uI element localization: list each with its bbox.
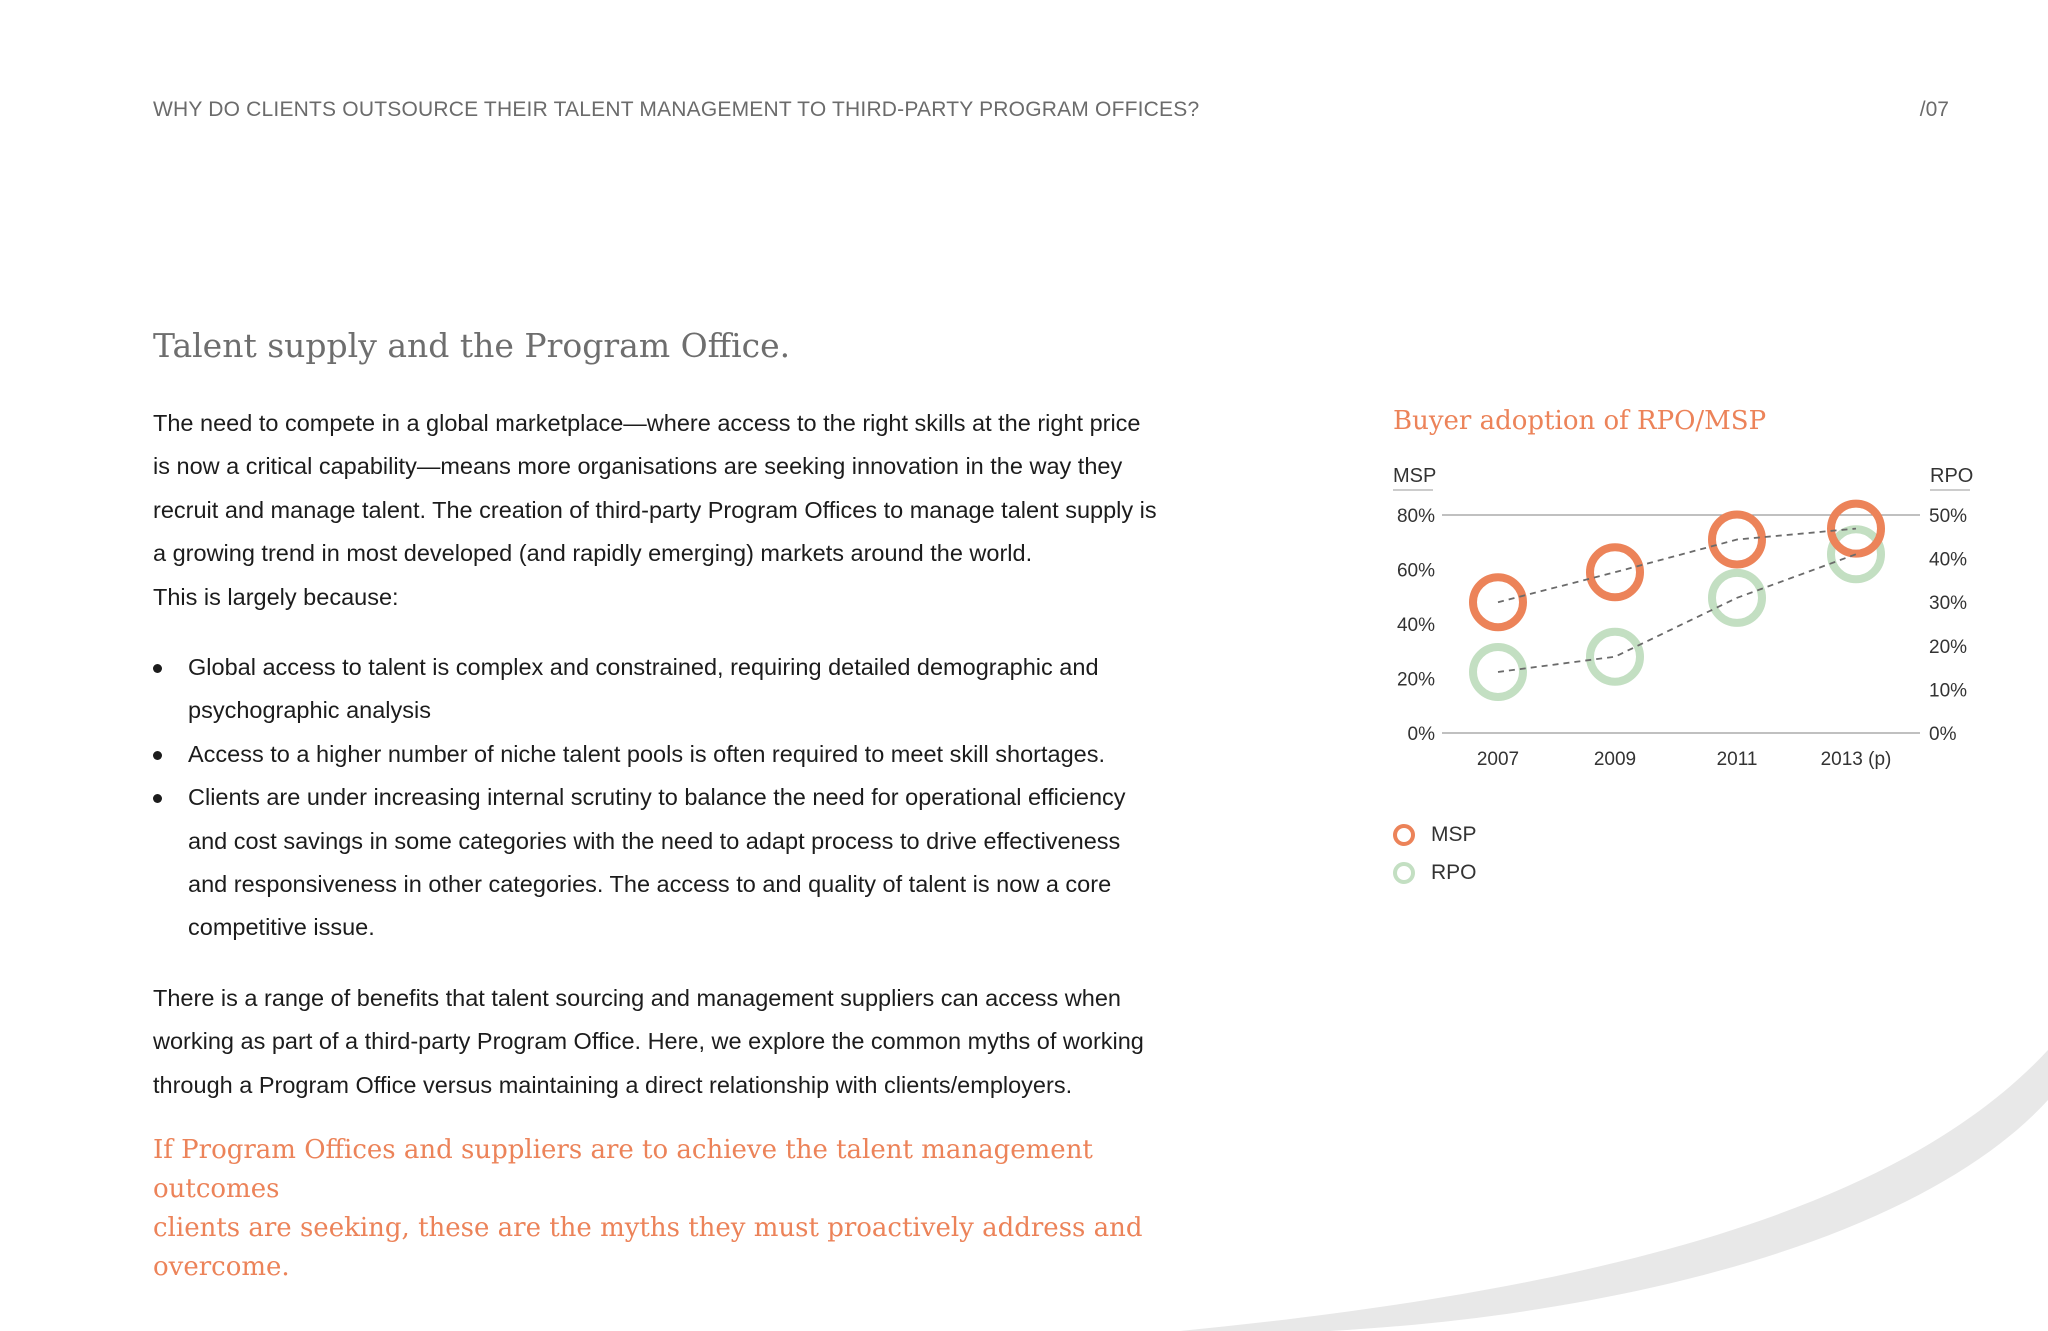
- running-header: WHY DO CLIENTS OUTSOURCE THEIR TALENT MANAGEMENT TO THIRD-PARTY PROGRAM OFFICES?: [153, 98, 1200, 121]
- x-tick-label: 2009: [1593, 749, 1637, 770]
- x-tick-label: 2011: [1716, 749, 1758, 770]
- legend-item-rpo: [1393, 854, 1477, 892]
- left-tick-label: 0%: [1407, 724, 1435, 745]
- legend-label: MSP: [1431, 823, 1477, 846]
- reasons-list: [153, 646, 1173, 950]
- text-line: Global access to talent is complex and constrained, requiring detailed demographic and: [188, 654, 1099, 680]
- legend-label: RPO: [1431, 861, 1477, 884]
- bullet-icon: [153, 664, 162, 673]
- text-line: This is largely because:: [153, 583, 399, 610]
- rpo-ring-icon: [1393, 862, 1415, 884]
- rpo-series-line: [1498, 554, 1856, 672]
- text-line: Access to a higher number of niche talent pools is often required to meet skill shortages.: [188, 740, 1105, 767]
- callout-line: If Program Offices and suppliers are to achieve the talent management outcomes: [153, 1135, 1093, 1204]
- callout-quote: [153, 1131, 1203, 1287]
- msp-ring-icon: [1393, 824, 1415, 846]
- left-tick-label: 20%: [1396, 669, 1435, 691]
- left-tick-label: 40%: [1396, 615, 1435, 636]
- legend-item-msp: [1393, 816, 1477, 854]
- right-tick-label: 10%: [1929, 680, 1968, 702]
- text-line: and responsiveness in other categories. The access to and quality of talent is now a core: [188, 871, 1112, 898]
- text-line: working as part of a third-party Program Office. Here, we explore the common myths of working: [153, 1028, 1144, 1055]
- closing-paragraph: [153, 977, 1203, 1107]
- left-tick-label: 60%: [1396, 560, 1435, 582]
- text-line: The need to compete in a global marketplace—where access to the right skills at the right price: [153, 410, 1141, 436]
- callout-line: clients are seeking, these are the myths they must proactively address and overcome.: [153, 1213, 1143, 1282]
- text-line: There is a range of benefits that talent sourcing and management suppliers can access when: [153, 985, 1121, 1011]
- text-line: and cost savings in some categories with the need to adapt process to drive effectiveness: [188, 827, 1121, 854]
- text-line: through a Program Office versus maintaining a direct relationship with clients/employers.: [153, 1071, 1073, 1098]
- right-axis-label: RPO: [1930, 465, 1974, 487]
- rpo-point: [1590, 632, 1640, 682]
- text-line: is now a critical capability—means more organisations are seeking innovation in the way they: [153, 453, 1123, 480]
- right-tick-label: 0%: [1929, 724, 1957, 745]
- list-item: [153, 646, 1173, 733]
- right-tick-label: 40%: [1929, 549, 1968, 571]
- left-axis-label: MSP: [1393, 465, 1437, 487]
- chart-title: Buyer adoption of RPO/MSP: [1393, 406, 1767, 436]
- chart-legend: [1393, 816, 1477, 892]
- text-line: psychographic analysis: [188, 697, 431, 724]
- bullet-icon: [153, 794, 162, 803]
- right-tick-label: 50%: [1929, 506, 1968, 527]
- right-tick-label: 30%: [1929, 593, 1968, 615]
- rpo-point: [1473, 647, 1523, 697]
- bullet-icon: [153, 751, 162, 760]
- x-tick-label: 2007: [1476, 749, 1520, 770]
- text-line: Clients are under increasing internal scrutiny to balance the need for operational efficiency: [188, 784, 1126, 811]
- left-tick-label: 80%: [1396, 506, 1435, 527]
- right-tick-label: 20%: [1929, 636, 1968, 658]
- msp-series-line: [1498, 529, 1856, 603]
- adoption-chart: [1380, 455, 1980, 795]
- text-line: recruit and manage talent. The creation of third-party Program Offices to manage talent supply is: [153, 496, 1157, 523]
- intro-paragraph: [153, 402, 1203, 619]
- list-item: [153, 733, 1173, 776]
- list-item: [153, 776, 1173, 950]
- text-line: competitive issue.: [188, 914, 375, 941]
- text-line: a growing trend in most developed (and rapidly emerging) markets around the world.: [153, 540, 1033, 567]
- msp-point: [1473, 577, 1523, 627]
- x-tick-label: 2013 (p): [1820, 749, 1892, 770]
- page-number: /07: [1919, 98, 1949, 121]
- msp-point: [1590, 547, 1640, 597]
- section-title: Talent supply and the Program Office.: [153, 326, 791, 365]
